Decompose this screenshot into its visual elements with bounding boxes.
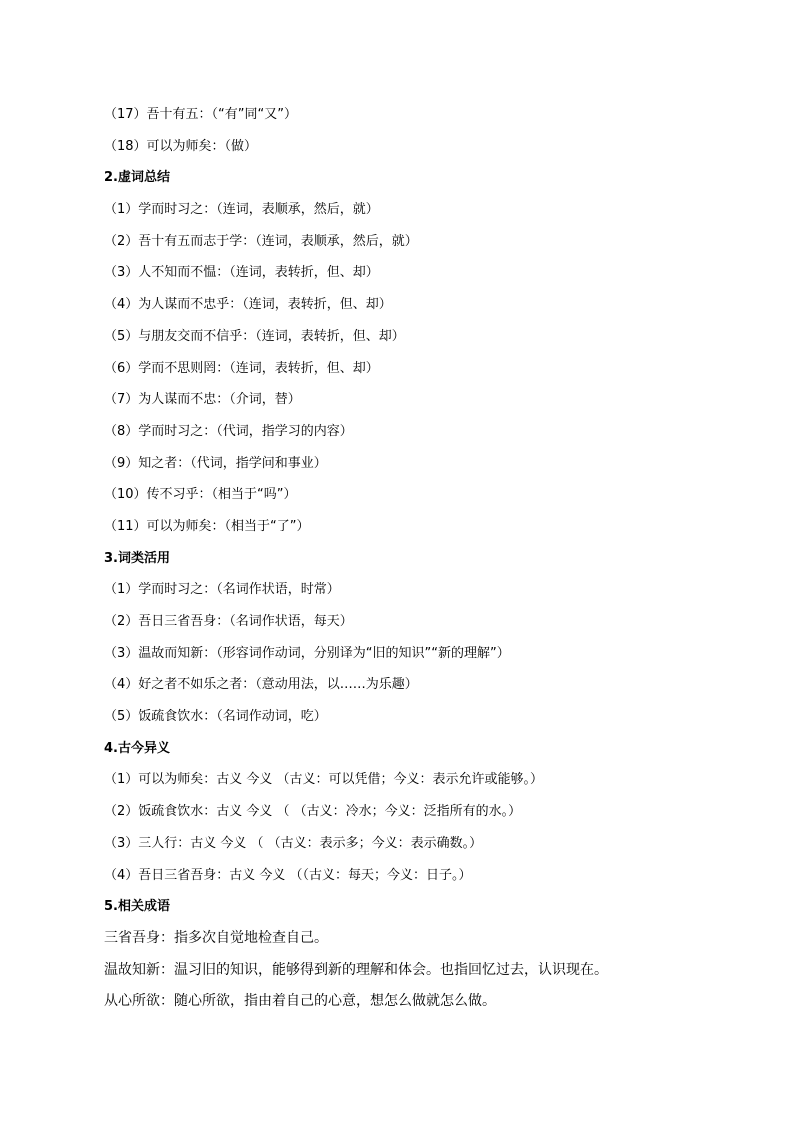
list-item: （4）好之者不如乐之者：（意动用法，以……为乐趣）: [104, 677, 418, 693]
list-item: （18）可以为师矣：（做）: [104, 138, 258, 154]
list-item: （6）学而不思则罔：（连词，表转折，但、却）: [104, 360, 379, 376]
list-item: （2）吾十有五而志于学：（连词，表顺承，然后，就）: [104, 233, 418, 249]
section-cilei-huoyong: [104, 543, 724, 733]
list-item: （9）知之者：（代词，指学问和事业）: [104, 455, 327, 471]
list-item: （1）学而时习之：（名词作状语，时常）: [104, 582, 340, 598]
list-item: （1）学而时习之：（连词，表顺承，然后，就）: [104, 202, 379, 218]
section-gujin-yiyi: [104, 733, 724, 891]
section-heading: 5.相关成语: [104, 899, 170, 915]
section-heading: 4.古今异义: [104, 740, 170, 756]
list-item: （3）温故而知新：（形容词作动词，分别译为“旧的知识”“新的理解”）: [104, 645, 510, 661]
section-heading: 2.虚词总结: [104, 170, 170, 186]
list-item: 从心所欲：随心所欲，指由着自己的心意，想怎么做就怎么做。: [104, 993, 496, 1010]
list-item: （3）三人行：古义 今义 （ （古义：表示多；今义：表示确数。）: [104, 835, 483, 851]
list-item: （8）学而时习之：（代词，指学习的内容）: [104, 423, 353, 439]
section-chengyu: [104, 891, 724, 1018]
list-item: （17）吾十有五：（“有”同“又”）: [104, 107, 297, 122]
list-item: （4）为人谋而不忠乎：（连词，表转折，但、却）: [104, 297, 392, 313]
section-heading: 3.词类活用: [104, 550, 170, 566]
list-item: 三省吾身：指多次自觉地检查自己。: [104, 929, 328, 946]
list-item: （2）饭疏食饮水：古义 今义 （ （古义：冷水；今义：泛指所有的水。）: [104, 804, 522, 820]
list-item: （10）传不习乎：（相当于“吗”）: [104, 487, 297, 503]
list-item: （2）吾日三省吾身：（名词作状语，每天）: [104, 614, 353, 629]
list-item: （5）与朋友交而不信乎：（连词，表转折，但、却）: [104, 328, 405, 344]
list-item: （3）人不知而不愠：（连词，表转折，但、却）: [104, 265, 379, 281]
list-item: （1）可以为师矣：古义 今义 （古义：可以凭借；今义：表示允许或能够。）: [104, 772, 544, 788]
list-item: （7）为人谋而不忠：（介词，替）: [104, 392, 301, 408]
section-xuci: [104, 162, 724, 542]
list-item: 温故知新：温习旧的知识，能够得到新的理解和体会。也指回忆过去，认识现在。: [104, 961, 608, 978]
list-item: （5）饭疏食饮水：（名词作动词，吃）: [104, 709, 327, 725]
document-content: [104, 99, 724, 1018]
list-item: （11）可以为师矣：（相当于“了”）: [104, 518, 310, 534]
section-shici-continued: [104, 99, 724, 162]
list-item: （4）吾日三省吾身：古义 今义 （（古义：每天；今义：日子。）: [104, 867, 472, 883]
